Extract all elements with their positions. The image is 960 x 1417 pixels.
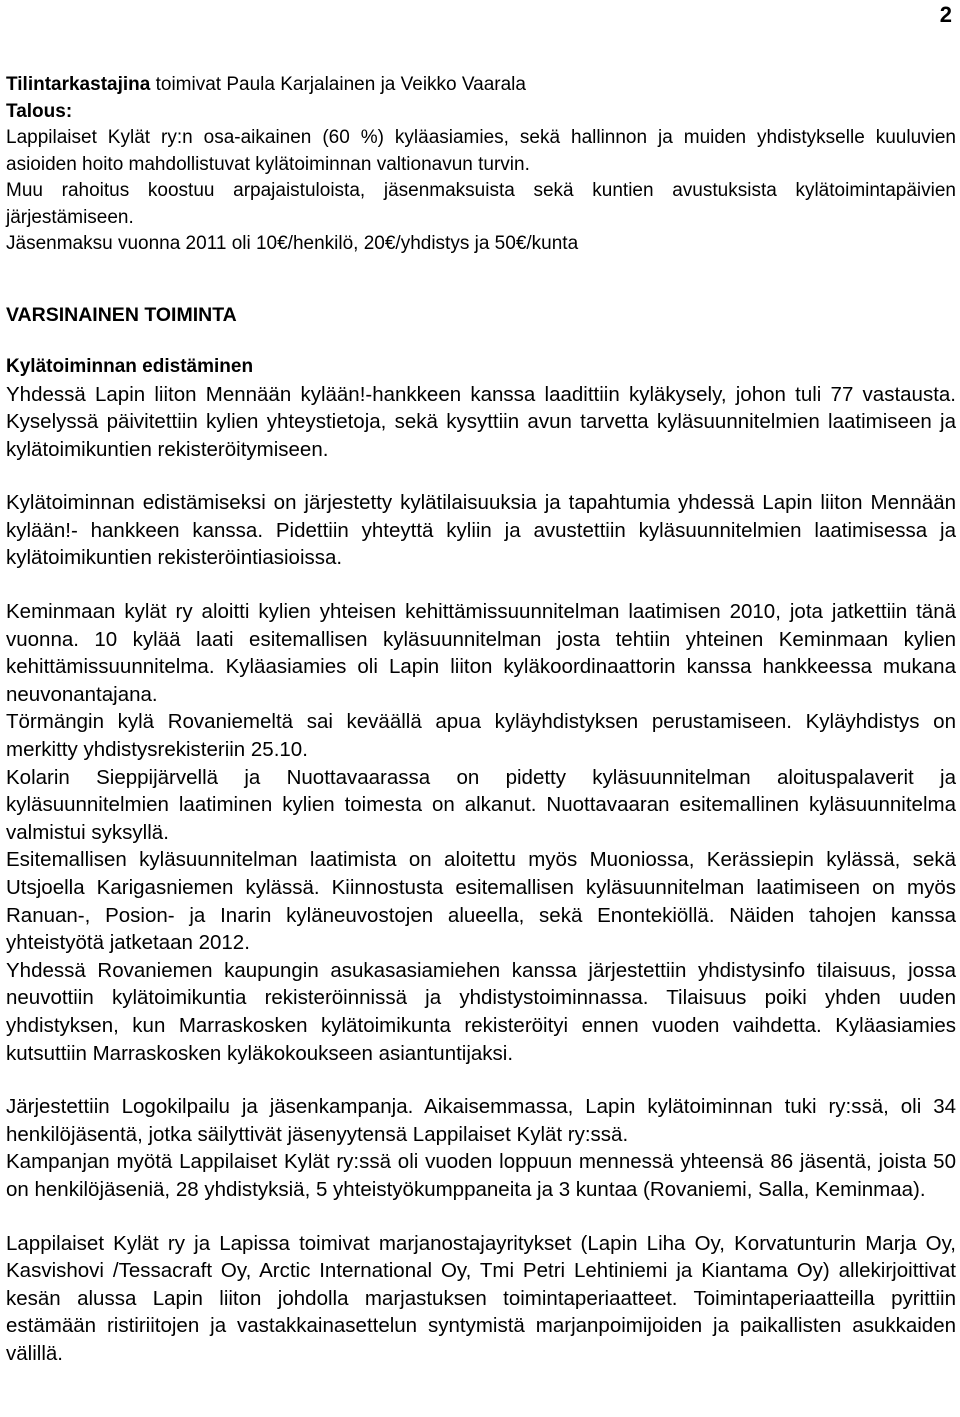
keminmaa-paragraph: Keminmaan kylät ry aloitti kylien yhteisen kehittämissuunnitelman laatimisen 2010, jota jatkettiin tänä vuonna. 10 kylää laati esitemallisen kyläsuunnitelman josta tehtiin yhteinen Keminmaan kylien kehittämissuunnitelma. Kyläasiamies oli Lapin liiton kyläkoordinaattorin kanssa hankkeessa mukana neuvonantajana. [6,600,956,706]
section-subheading: Kylätoiminnan edistäminen [6,356,254,377]
page-number: 2 [939,2,952,27]
document-body [6,72,956,1368]
kolari-paragraph: Kolarin Sieppijärvellä ja Nuottavaarassa on pidetty kyläsuunnitelman aloituspalaverit ja kyläsuunnitelmien laatiminen kylien toimesta on alkanut. Nuottavaaran esitemallinen kyläsuunnitelma valmistui syksyllä. [6,765,956,844]
events-paragraph: Kylätoiminnan edistämiseksi on järjestetty kylätilaisuuksia ja tapahtumia yhdessä Lapin liiton Mennään kylään!- hankkeen kanssa. Pidettiin yhteyttä kyliin ja avustettiin kyläsuunnitelmien laatimisessa ja kylätoimikuntien rekisteröintiasioissa. [6,491,956,570]
finance-paragraph-2: Muu rahoitus koostuu arpajaistuloista, jäsenmaksuista sekä kuntien avustuksista kylätoimintapäivien järjestämiseen. [6,180,956,228]
esitemallinen-paragraph: Esitemallisen kyläsuunnitelman laatimista on aloitettu myös Muoniossa, Kerässiepin kylässä, sekä Utsjoella Karigasniemen kylässä. Kiinnostusta esitemallisen kyläsuunnitelman laatimiseen on myös Ranuan-, Posion- ja Inarin kyläneuvostojen alueella, sekä Enontekiöllä. Näiden tahojen kanssa yhteistyötä jatketaan 2012. [6,848,956,955]
logo-paragraph: Järjestettiin Logokilpailu ja jäsenkampanja. Aikaisemmassa, Lapin kylätoiminnan tuki ry:ssä, oli 34 henkilöjäsentä, jotka säilyttivät jäsenyytensä Lappilaiset Kylät ry:ssä. [6,1095,956,1146]
rovaniemi-paragraph: Yhdessä Rovaniemen kaupungin asukasasiamiehen kanssa järjestettiin yhdistysinfo tilaisuus, jossa neuvottiin kylätoimikuntia rekisteröinnissä ja yhdistystoiminnassa. Tilaisuus poiki yhden uuden yhdistyksen, kun Marraskosken kylätoimikunta rekisteröityi ennen vuoden vaihdetta. Kyläasiamies kutsuttiin Marraskosken kyläkokoukseen asiantuntijaksi. [6,958,956,1065]
survey-paragraph: Yhdessä Lapin liiton Mennään kylään!-hankkeen kanssa laadittiin kyläkysely, johon tuli 77 vastausta. Kyselyssä päivitettiin kylien yhteystietoja, sekä kysyttiin avun tarvetta kyläsuunnitelmien laatimiseen ja kylätoimikuntien rekisteröitymiseen. [6,382,956,461]
campaign-paragraph: Kampanjan myötä Lappilaiset Kylät ry:ssä oli vuoden loppuun mennessä yhteensä 86 jäsentä, joista 50 on henkilöjäseniä, 28 yhdistyksiä, 5 yhteistyökumppaneita ja 3 kuntaa (Rovaniemi, Salla, Keminmaa). [6,1150,956,1201]
berries-paragraph: Lappilaiset Kylät ry ja Lapissa toimivat marjanostajayritykset (Lapin Liha Oy, Korvatunturin Marja Oy, Kasvishovi /Tessacraft Oy, Arctic International Oy, Tmi Petri Lehtiniemi ja Kiantama Oy) allekirjoittivat kesän alussa Lapin liiton johdolla marjastuksen toimintaperiaatteet. Toimintaperiaatteilla pyrittiin estämään ristiriitojen ja vastakkainasettelun syntymistä marjanpoimijoiden ja paikallisten asukkaiden välillä. [6,1231,956,1365]
auditors-line [6,72,956,99]
auditors-text: toimivat Paula Karjalainen ja Veikko Vaarala [150,74,526,95]
finance-paragraph-3: Jäsenmaksu vuonna 2011 oli 10€/henkilö, 20€/yhdistys ja 50€/kunta [6,233,579,254]
section-heading: VARSINAINEN TOIMINTA [6,303,237,326]
finance-paragraph-1: Lappilaiset Kylät ry:n osa-aikainen (60 %) kyläasiamies, sekä hallinnon ja muiden yhdistykselle kuuluvien asioiden hoito mahdollistuvat kylätoiminnan valtionavun turvin. [6,127,956,175]
auditors-label: Tilintarkastajina [6,74,151,95]
finance-heading: Talous: [6,100,73,122]
tormanki-paragraph: Törmängin kylä Rovaniemeltä sai keväällä apua kyläyhdistyksen perustamiseen. Kyläyhdistys on merkitty yhdistysrekisteriin 25.10. [6,710,956,762]
